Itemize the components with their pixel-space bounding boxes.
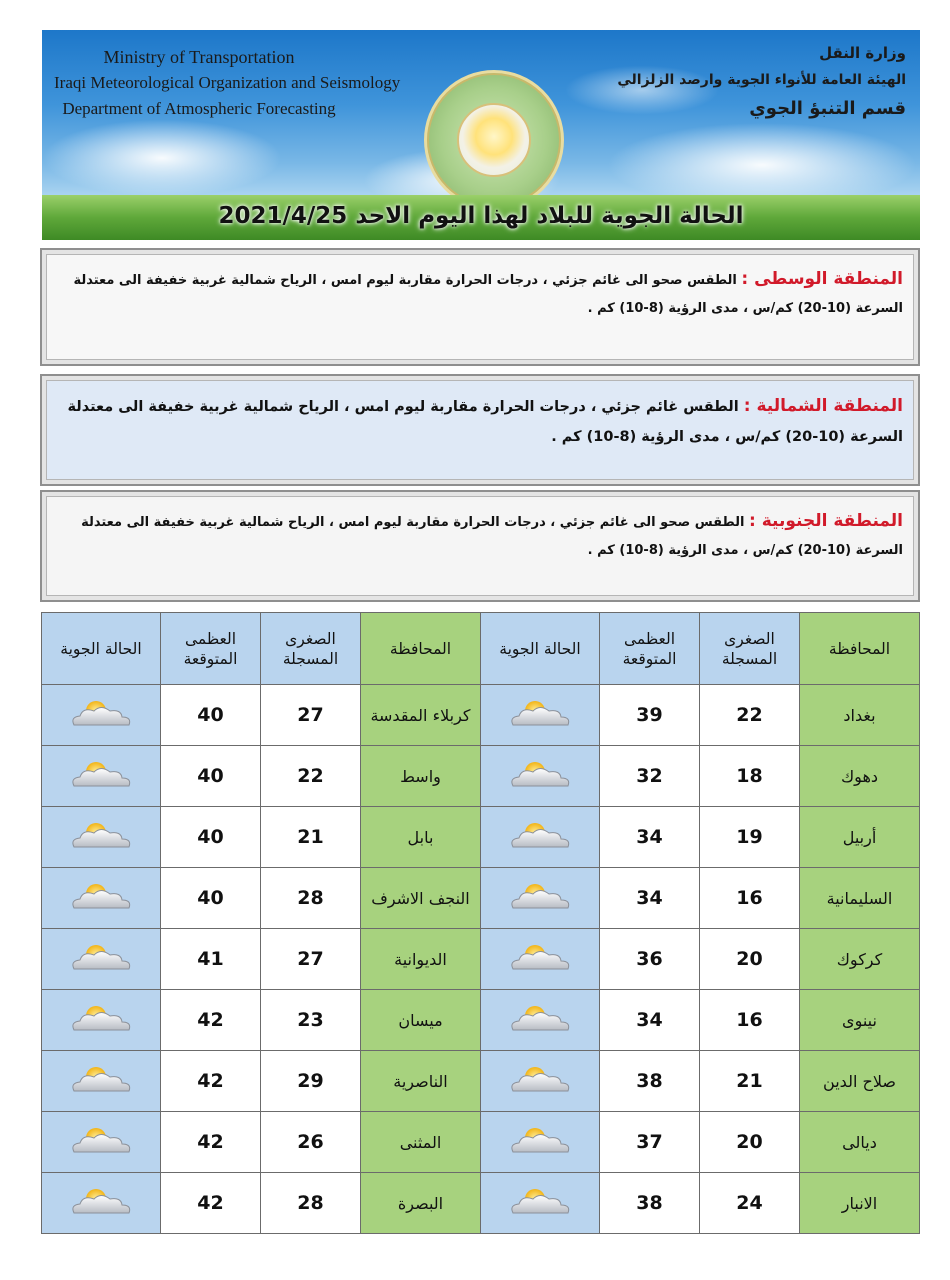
partly-cloudy-icon: [66, 759, 136, 793]
weather-cell: [481, 1173, 600, 1234]
min-temp: 28: [261, 1173, 361, 1234]
weather-cell: [481, 868, 600, 929]
weather-cell: [481, 929, 600, 990]
max-temp: 34: [600, 868, 700, 929]
min-temp: 27: [261, 685, 361, 746]
min-temp: 23: [261, 990, 361, 1051]
min-temp: 21: [700, 1051, 800, 1112]
province-name: بغداد: [800, 685, 920, 746]
province-name: واسط: [361, 746, 481, 807]
organization-name-en: Iraqi Meteorological Organization and Seismology: [54, 73, 401, 92]
partly-cloudy-icon: [66, 698, 136, 732]
max-temp: 36: [600, 929, 700, 990]
header-max: العظمى المتوقعة: [600, 613, 700, 685]
max-temp: 40: [161, 868, 261, 929]
header-weather: الحالة الجوية: [481, 613, 600, 685]
region-text: الطقس صحو الى غائم جزئي ، درجات الحرارة مقاربة ليوم امس ، الرياح شمالية غربية خفيفة الى معتدلة السرعة (10-20) كم/س ، مدى الرؤية (8-10) كم .: [73, 273, 903, 316]
region-name: المنطقة الشمالية :: [743, 396, 903, 416]
weather-cell: [481, 990, 600, 1051]
forecast-table: [41, 612, 920, 1234]
min-temp: 21: [261, 807, 361, 868]
region-northern: [40, 374, 920, 486]
max-temp: 38: [600, 1051, 700, 1112]
table-row: [42, 990, 920, 1051]
max-temp: 34: [600, 990, 700, 1051]
weather-cell: [42, 929, 161, 990]
partly-cloudy-icon: [66, 942, 136, 976]
partly-cloudy-icon: [66, 1003, 136, 1037]
meteorology-emblem-icon: [424, 70, 564, 195]
partly-cloudy-icon: [66, 1064, 136, 1098]
weather-cell: [42, 685, 161, 746]
min-temp: 16: [700, 868, 800, 929]
header-min: الصغرى المسجلة: [700, 613, 800, 685]
table-header-row: [42, 613, 920, 685]
province-name: البصرة: [361, 1173, 481, 1234]
weather-cell: [42, 1112, 161, 1173]
max-temp: 32: [600, 746, 700, 807]
max-temp: 34: [600, 807, 700, 868]
partly-cloudy-icon: [66, 1186, 136, 1220]
weather-cell: [42, 746, 161, 807]
province-name: صلاح الدين: [800, 1051, 920, 1112]
min-temp: 20: [700, 1112, 800, 1173]
table-row: [42, 868, 920, 929]
table-row: [42, 929, 920, 990]
min-temp: 22: [261, 746, 361, 807]
province-name: نينوى: [800, 990, 920, 1051]
weather-cell: [42, 807, 161, 868]
partly-cloudy-icon: [505, 1003, 575, 1037]
max-temp: 40: [161, 807, 261, 868]
partly-cloudy-icon: [66, 1125, 136, 1159]
partly-cloudy-icon: [66, 881, 136, 915]
table-row: [42, 807, 920, 868]
department-name-ar: قسم التنبؤ الجوي: [749, 98, 906, 119]
province-name: النجف الاشرف: [361, 868, 481, 929]
table-row: [42, 1173, 920, 1234]
department-name-en: Department of Atmospheric Forecasting: [62, 99, 336, 118]
partly-cloudy-icon: [505, 1125, 575, 1159]
region-central: [40, 248, 920, 366]
region-southern: [40, 490, 920, 602]
region-text: الطقس صحو الى غائم جزئي ، درجات الحرارة مقاربة ليوم امس ، الرياح شمالية غربية خفيفة الى معتدلة السرعة (10-20) كم/س ، مدى الرؤية (8-10) كم .: [81, 515, 903, 558]
weather-cell: [481, 1051, 600, 1112]
weather-cell: [481, 1112, 600, 1173]
max-temp: 42: [161, 1173, 261, 1234]
header-min: الصغرى المسجلة: [261, 613, 361, 685]
min-temp: 18: [700, 746, 800, 807]
province-name: الانبار: [800, 1173, 920, 1234]
region-text: الطقس غائم جزئي ، درجات الحرارة مقاربة ليوم امس ، الرياح شمالية غربية خفيفة الى معتدلة السرعة (10-20) كم/س ، مدى الرؤية (8-10) كم .: [67, 399, 903, 445]
weather-cell: [42, 990, 161, 1051]
partly-cloudy-icon: [505, 881, 575, 915]
weather-cell: [42, 868, 161, 929]
min-temp: 27: [261, 929, 361, 990]
partly-cloudy-icon: [505, 759, 575, 793]
min-temp: 19: [700, 807, 800, 868]
min-temp: 22: [700, 685, 800, 746]
weather-cell: [42, 1173, 161, 1234]
organization-name-ar: الهيئة العامة للأنواء الجوية وارصد الزلزالي: [617, 72, 906, 88]
min-temp: 20: [700, 929, 800, 990]
province-name: ميسان: [361, 990, 481, 1051]
max-temp: 40: [161, 746, 261, 807]
max-temp: 42: [161, 1112, 261, 1173]
province-name: دهوك: [800, 746, 920, 807]
partly-cloudy-icon: [505, 1064, 575, 1098]
province-name: كركوك: [800, 929, 920, 990]
header-province: المحافظة: [800, 613, 920, 685]
province-name: أربيل: [800, 807, 920, 868]
min-temp: 24: [700, 1173, 800, 1234]
table-row: [42, 746, 920, 807]
max-temp: 37: [600, 1112, 700, 1173]
partly-cloudy-icon: [505, 698, 575, 732]
header-province: المحافظة: [361, 613, 481, 685]
province-name: ديالى: [800, 1112, 920, 1173]
min-temp: 28: [261, 868, 361, 929]
region-name: المنطقة الوسطى :: [741, 269, 903, 289]
max-temp: 42: [161, 990, 261, 1051]
province-name: السليمانية: [800, 868, 920, 929]
table-row: [42, 685, 920, 746]
ministry-name-en: Ministry of Transportation: [103, 47, 295, 67]
table-row: [42, 1051, 920, 1112]
forecast-table-body: [42, 685, 920, 1234]
header-max: العظمى المتوقعة: [161, 613, 261, 685]
max-temp: 38: [600, 1173, 700, 1234]
province-name: المثنى: [361, 1112, 481, 1173]
partly-cloudy-icon: [505, 1186, 575, 1220]
header-weather: الحالة الجوية: [42, 613, 161, 685]
min-temp: 26: [261, 1112, 361, 1173]
header-banner: [42, 30, 920, 195]
min-temp: 29: [261, 1051, 361, 1112]
weather-cell: [481, 685, 600, 746]
max-temp: 40: [161, 685, 261, 746]
province-name: بابل: [361, 807, 481, 868]
weather-cell: [481, 807, 600, 868]
table-row: [42, 1112, 920, 1173]
max-temp: 41: [161, 929, 261, 990]
partly-cloudy-icon: [66, 820, 136, 854]
english-header: [54, 44, 401, 122]
weather-cell: [481, 746, 600, 807]
province-name: كربلاء المقدسة: [361, 685, 481, 746]
min-temp: 16: [700, 990, 800, 1051]
arabic-header: [606, 40, 906, 124]
province-name: الناصرية: [361, 1051, 481, 1112]
max-temp: 39: [600, 685, 700, 746]
weather-cell: [42, 1051, 161, 1112]
partly-cloudy-icon: [505, 820, 575, 854]
province-name: الديوانية: [361, 929, 481, 990]
title-bar: [42, 195, 920, 240]
ministry-name-ar: وزارة النقل: [819, 44, 906, 62]
max-temp: 42: [161, 1051, 261, 1112]
page-title: الحالة الجوية للبلاد لهذا اليوم الاحد 2021/4/25: [218, 203, 744, 229]
region-name: المنطقة الجنوبية :: [749, 511, 903, 531]
partly-cloudy-icon: [505, 942, 575, 976]
